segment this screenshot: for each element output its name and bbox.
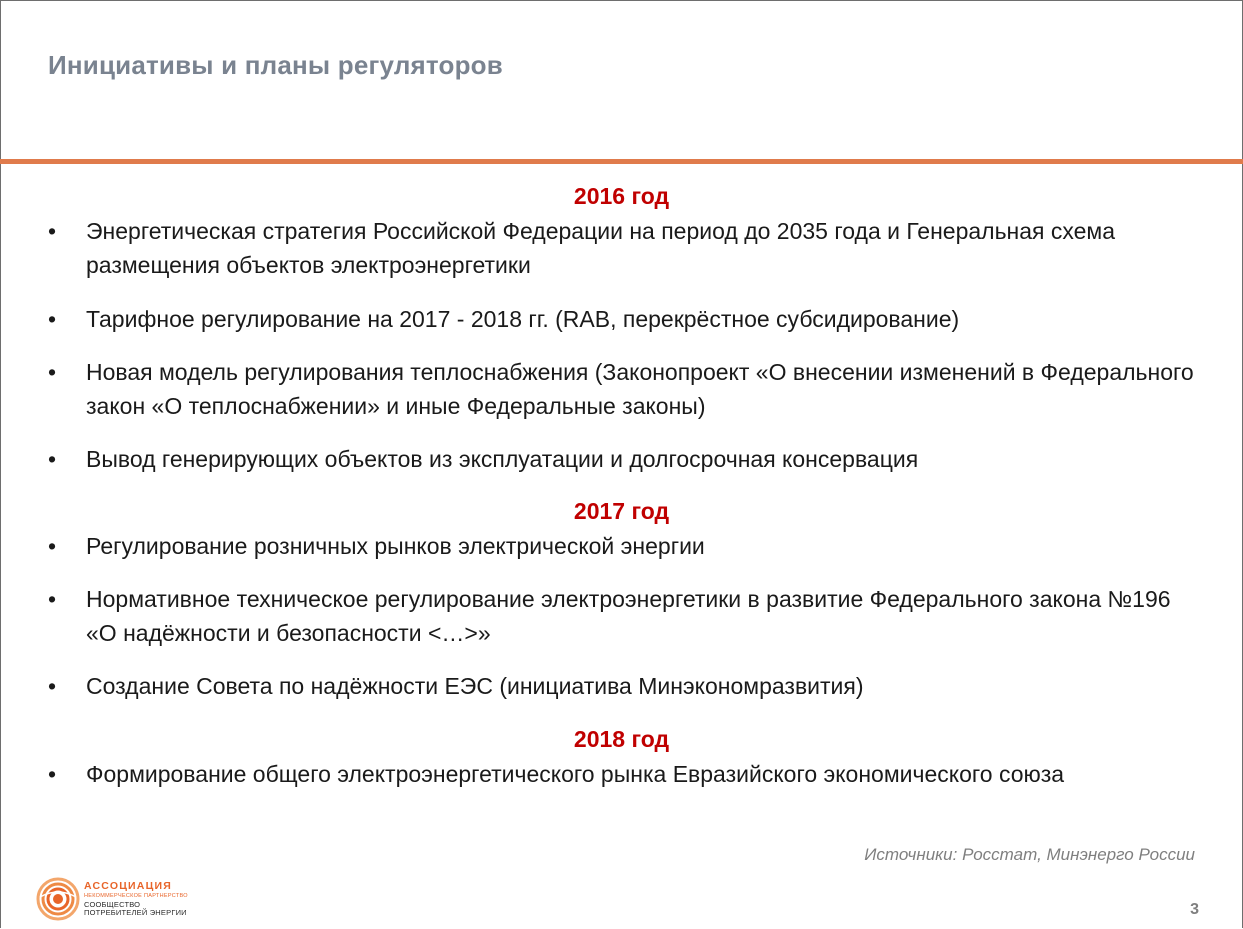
year-heading-2017: 2017 год (573, 498, 670, 524)
year-heading-2016: 2016 год (573, 183, 670, 209)
bullet-marker: • (48, 586, 57, 612)
list-item-text: Новая модель регулирования теплоснабжения (Законопроект «О внесении изменений в Федерального закон «О теплоснабжении» и иные Федеральные законы) (86, 359, 1194, 419)
logo-text-line4: ПОТРЕБИТЕЛЕЙ ЭНЕРГИИ (84, 908, 187, 917)
bullet-marker: • (48, 533, 57, 559)
association-logo (36, 877, 236, 922)
bullet-marker: • (48, 446, 57, 472)
slide-title: Инициативы и планы регуляторов (48, 50, 503, 80)
list-item-text: Энергетическая стратегия Российской Федерации на период до 2035 года и Генеральная схема размещения объектов электроэнергетики (86, 218, 1116, 278)
logo-text-main: АССОЦИАЦИЯ (84, 880, 172, 892)
list-item-text: Вывод генерирующих объектов из эксплуатации и долгосрочная консервация (86, 446, 919, 472)
list-item-text: Тарифное регулирование на 2017 - 2018 гг. (RAB, перекрёстное субсидирование) (86, 306, 960, 332)
bullet-marker: • (48, 306, 57, 332)
list-item-text: Нормативное техническое регулирование электроэнергетики в развитие Федерального закона №196 «О надёжности и безопасности <…>» (86, 586, 1171, 646)
concentric-rings-logo-icon (36, 877, 80, 921)
year-heading-2018: 2018 год (573, 726, 670, 752)
page-number: 3 (1190, 901, 1199, 918)
bullet-marker: • (48, 761, 57, 787)
title-divider (0, 159, 1243, 164)
list-item-text: Регулирование розничных рынков электрической энергии (86, 533, 705, 559)
logo-text-line3: СООБЩЕСТВО (84, 900, 141, 909)
list-item-text: Создание Совета по надёжности ЕЭС (инициатива Минэкономразвития) (86, 673, 864, 699)
logo-text-sub: НЕКОММЕРЧЕСКОЕ ПАРТНЕРСТВО (84, 893, 188, 899)
bullet-marker: • (48, 673, 57, 699)
bullet-marker: • (48, 218, 57, 244)
list-item-text: Формирование общего электроэнергетического рынка Евразийского экономического союза (86, 761, 1065, 787)
sources-note: Источники: Росстат, Минэнерго России (864, 845, 1195, 864)
bullet-marker: • (48, 359, 57, 385)
